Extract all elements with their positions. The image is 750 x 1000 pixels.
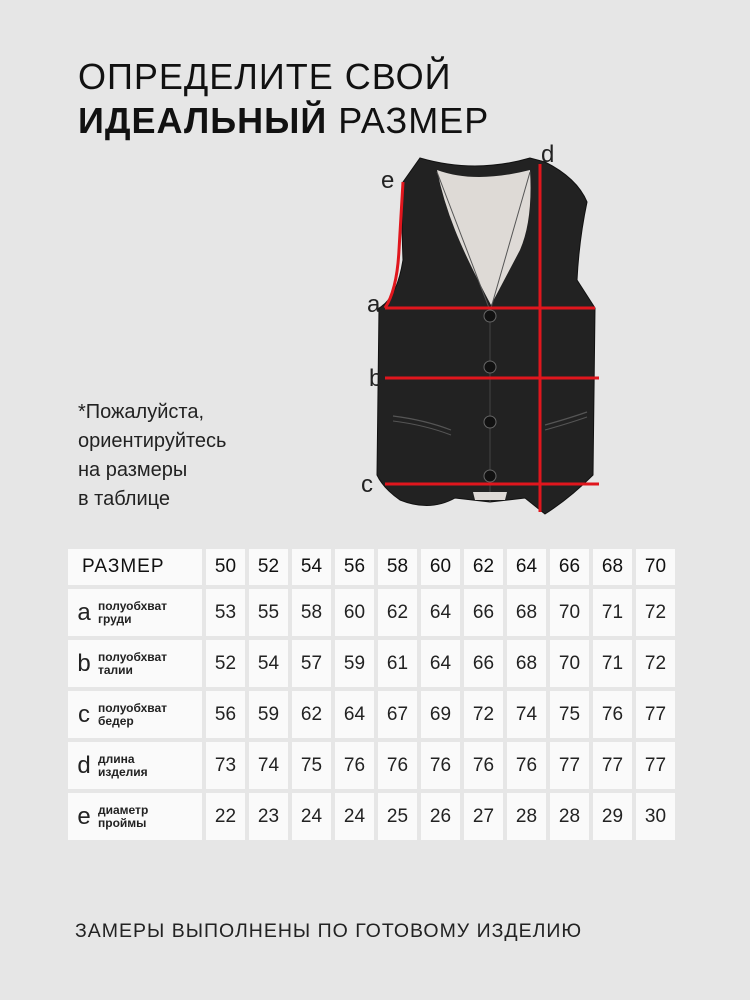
measure-label: [98, 651, 167, 677]
table-cell: 74: [507, 691, 546, 738]
table-cell: 62: [292, 691, 331, 738]
measure-label-a: a: [367, 291, 381, 318]
note-line: *Пожалуйста,: [78, 401, 205, 423]
table-cell: 61: [378, 640, 417, 687]
table-cell: 27: [464, 793, 503, 840]
table-cell: 68: [507, 640, 546, 687]
measure-label-line2: талии: [98, 662, 133, 677]
table-cell: 29: [593, 793, 632, 840]
vest-measurement-diagram: [355, 140, 615, 520]
table-cell: 22: [206, 793, 245, 840]
measure-row-header: [68, 742, 202, 789]
size-header-cell: 52: [249, 549, 288, 585]
measure-label-line1: диаметр: [98, 802, 149, 817]
table-cell: 67: [378, 691, 417, 738]
button-icon: [484, 416, 496, 428]
table-cell: 64: [421, 640, 460, 687]
table-cell: 60: [335, 589, 374, 636]
table-cell: 72: [636, 589, 675, 636]
measure-letter: a: [77, 598, 91, 626]
table-cell: 53: [206, 589, 245, 636]
table-cell: 58: [292, 589, 331, 636]
button-icon: [484, 361, 496, 373]
table-cell: 56: [206, 691, 245, 738]
size-table: [64, 545, 679, 844]
table-row: [68, 589, 675, 636]
measure-label-line1: длина: [98, 751, 135, 766]
table-cell: 25: [378, 793, 417, 840]
measure-label: [98, 702, 167, 728]
table-cell: 71: [593, 640, 632, 687]
table-cell: 76: [335, 742, 374, 789]
table-cell: 76: [421, 742, 460, 789]
table-cell: 55: [249, 589, 288, 636]
table-cell: 66: [464, 640, 503, 687]
table-cell: 76: [507, 742, 546, 789]
button-icon: [484, 470, 496, 482]
table-cell: 75: [292, 742, 331, 789]
measure-label-line1: полуобхват: [98, 649, 168, 664]
size-header-cell: 60: [421, 549, 460, 585]
button-icon: [484, 310, 496, 322]
note-line: на размеры: [78, 459, 188, 481]
page-title-line1: ОПРЕДЕЛИТЕ СВОЙ: [78, 56, 452, 97]
measure-row-header: [68, 691, 202, 738]
measure-label-d: d: [541, 141, 555, 168]
measure-label-line1: полуобхват: [98, 598, 168, 613]
table-cell: 30: [636, 793, 675, 840]
table-cell: 74: [249, 742, 288, 789]
size-header-cell: 68: [593, 549, 632, 585]
measure-label: [98, 804, 148, 830]
table-cell: 26: [421, 793, 460, 840]
table-cell: 59: [249, 691, 288, 738]
measure-row-header: [68, 793, 202, 840]
measure-row-header: [68, 589, 202, 636]
page-title-bold: ИДЕАЛЬНЫЙ: [78, 100, 328, 141]
table-cell: 71: [593, 589, 632, 636]
measure-label-line1: полуобхват: [98, 700, 168, 715]
measure-label-c: c: [361, 471, 373, 498]
table-cell: 64: [335, 691, 374, 738]
size-header-cell: 66: [550, 549, 589, 585]
table-row: [68, 691, 675, 738]
measure-label-line2: изделия: [98, 764, 148, 779]
table-cell: 77: [636, 742, 675, 789]
size-header-label: РАЗМЕР: [68, 549, 202, 585]
measure-label: [98, 753, 148, 779]
table-cell: 28: [550, 793, 589, 840]
table-cell: 72: [464, 691, 503, 738]
size-header-cell: 56: [335, 549, 374, 585]
measure-label-e: e: [381, 167, 395, 194]
measure-label-line2: бедер: [98, 713, 134, 728]
table-cell: 23: [249, 793, 288, 840]
size-header-cell: 50: [206, 549, 245, 585]
measure-label-b: b: [369, 365, 383, 392]
table-cell: 69: [421, 691, 460, 738]
table-row: [68, 640, 675, 687]
size-header-cell: 64: [507, 549, 546, 585]
table-cell: 73: [206, 742, 245, 789]
page-title-line2: [78, 100, 489, 142]
table-row: [68, 742, 675, 789]
measure-letter: e: [77, 802, 91, 830]
table-cell: 77: [593, 742, 632, 789]
measure-label-line2: проймы: [98, 815, 147, 830]
table-cell: 28: [507, 793, 546, 840]
table-cell: 54: [249, 640, 288, 687]
table-cell: 72: [636, 640, 675, 687]
table-cell: 52: [206, 640, 245, 687]
note-line: в таблице: [78, 488, 170, 510]
footer-note: ЗАМЕРЫ ВЫПОЛНЕНЫ ПО ГОТОВОМУ ИЗДЕЛИЮ: [75, 920, 583, 942]
table-cell: 70: [550, 640, 589, 687]
table-cell: 68: [507, 589, 546, 636]
size-header-cell: 54: [292, 549, 331, 585]
measure-label: [98, 600, 167, 626]
table-cell: 64: [421, 589, 460, 636]
table-cell: 62: [378, 589, 417, 636]
table-cell: 70: [550, 589, 589, 636]
size-header-cell: 62: [464, 549, 503, 585]
size-table-header-row: [68, 549, 675, 585]
table-cell: 66: [464, 589, 503, 636]
measure-letter: b: [77, 649, 91, 677]
page-title-rest: РАЗМЕР: [327, 100, 490, 141]
note-line: ориентируйтесь: [78, 430, 227, 452]
table-cell: 24: [335, 793, 374, 840]
measure-label-line2: груди: [98, 611, 132, 626]
table-cell: 77: [550, 742, 589, 789]
table-cell: 57: [292, 640, 331, 687]
table-cell: 76: [464, 742, 503, 789]
table-cell: 76: [593, 691, 632, 738]
table-cell: 77: [636, 691, 675, 738]
measure-letter: d: [77, 751, 91, 779]
measure-letter: c: [78, 700, 90, 728]
measure-row-header: [68, 640, 202, 687]
table-cell: 59: [335, 640, 374, 687]
table-cell: 24: [292, 793, 331, 840]
size-header-cell: 70: [636, 549, 675, 585]
table-cell: 75: [550, 691, 589, 738]
table-cell: 76: [378, 742, 417, 789]
hem-lining: [473, 492, 507, 500]
table-row: [68, 793, 675, 840]
size-note: [78, 398, 226, 514]
size-header-cell: 58: [378, 549, 417, 585]
